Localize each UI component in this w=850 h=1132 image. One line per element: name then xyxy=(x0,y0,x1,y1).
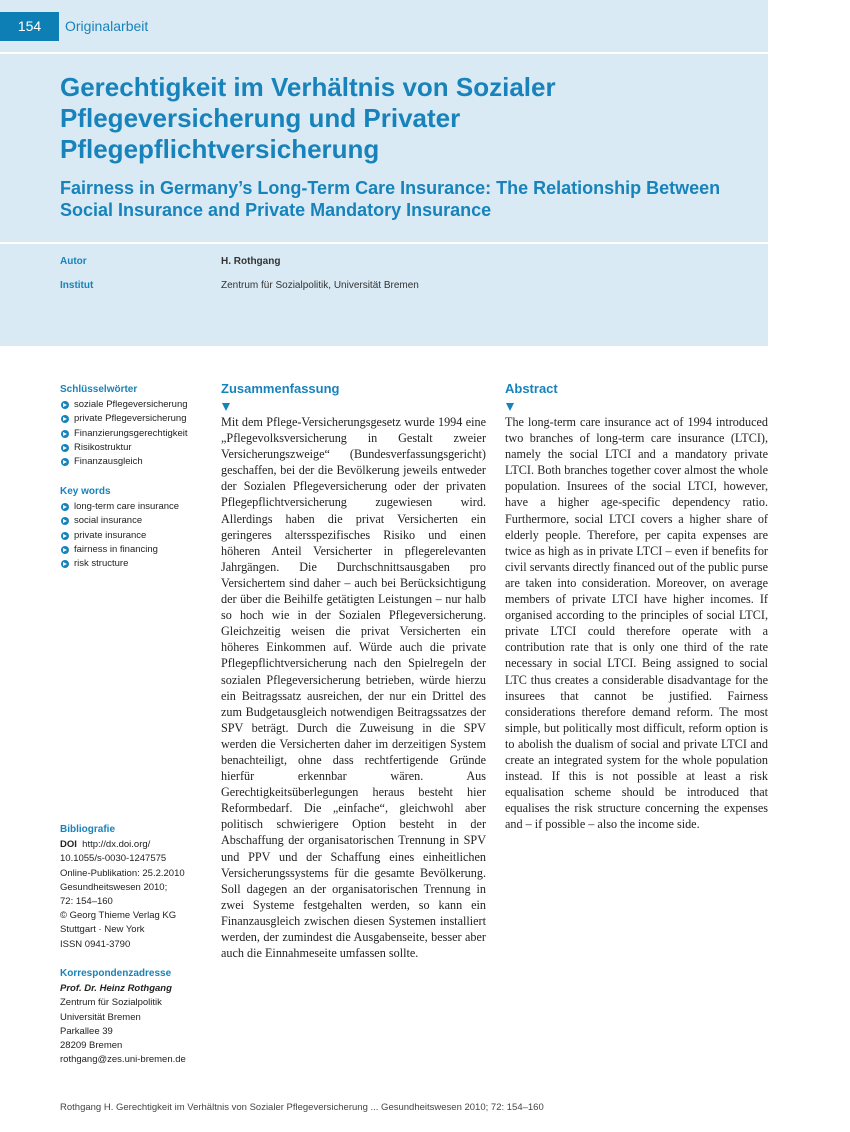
journal-issue: Gesundheitswesen 2010; xyxy=(60,881,168,893)
address-line: 28209 Bremen xyxy=(60,1040,123,1052)
page-number: 154 xyxy=(0,12,59,41)
bullet-arrow-icon xyxy=(61,401,69,409)
section-label: Originalarbeit xyxy=(65,18,149,34)
author-name: H. Rothgang xyxy=(221,256,281,267)
keywords-english xyxy=(60,485,205,571)
correspondence-heading: Korrespondenzadresse xyxy=(60,968,172,979)
abstract-heading: Abstract xyxy=(505,381,558,396)
keyword-item: private Pflegeversicherung xyxy=(60,412,205,426)
down-arrow-icon xyxy=(222,403,230,411)
bullet-arrow-icon xyxy=(61,546,69,554)
bullet-arrow-icon xyxy=(61,532,69,540)
article-title-english: Fairness in Germany’s Long-Term Care Insurance: The Relationship Between Social Insurance and Private Mandatory Insurance xyxy=(60,178,721,220)
keyword-item: risk structure xyxy=(60,557,205,571)
bullet-arrow-icon xyxy=(61,517,69,525)
doi-link[interactable]: http://dx.doi.org/ xyxy=(82,839,151,851)
issn: ISSN 0941-3790 xyxy=(60,938,131,950)
zusammenfassung-text: Mit dem Pflege-Versicherungsgesetz wurde 1994 eine „Pflegevolksversicherung in Gestalt zweier Versicherungszweige“ (Bundesverfassungsgericht) geschaffen, bei der die Bevölkerung jeweils entweder der Sozialen Pflegeversicherung oder der privaten Pflegepflichtversicherung zugewiesen wird. Allerdings haben die privat Versicherten ein geringeres altersspezifisches Risiko und einen höheren Anteil Versicherter in pflegerelevanten Jahrgängen. Die Durchschnittsausgaben pro Versichertem sind daher – auch bei Berücksichtigung der über die Beihilfe getätigten Leistungen – nur halb so hoch wie in der Sozialen Pflegeversicherung. Gleichzeitig weisen die privat Versicherten ein höheres Einkommen auf. Würde auch die private Pflegepflichtversicherung nach den Spielregeln der sozialen Pflegeversicherung betrieben, würde hierzu ein Beitragssatz ausreichen, der nur ein Drittel des zum Budgetausgleich notwendigen Beitragssatzes der SPV beträgt. Durch die Zuweisung in die SPV werden die Versicherten daher im derzeitigen System benachteiligt, ohne dass rechtfertigende Gründe hierfür erkennbar wären. Aus Gerechtigkeitsüberlegungen heraus besteht hier Reformbedarf. Die „einfache“, gleichwohl aber politisch schwierigere Option besteht in der Abschaffung der organisatorischen Trennung in SPV und PPV und der Schaffung eines einheitlichen Versicherungssystems für die gesamte Bevölkerung. Soll dagegen an der organisatorischen Trennung in zwei Systeme festgehalten werden, so kann ein Finanzausgleich zwischen diesen Systemen installiert werden, der zumindest die Ausgabenseite, besser aber auch die Einnahmeseite umfassen sollte. xyxy=(221,415,486,961)
address-line: Zentrum für Sozialpolitik xyxy=(60,997,162,1009)
keyword-item: Risikostruktur xyxy=(60,441,205,455)
keyword-item: fairness in financing xyxy=(60,543,205,557)
keyword-item: Finanzierungsgerechtigkeit xyxy=(60,427,205,441)
address-line: Parkallee 39 xyxy=(60,1025,113,1037)
bibliography xyxy=(60,823,205,952)
down-arrow-icon xyxy=(506,403,514,411)
bullet-arrow-icon xyxy=(61,430,69,438)
keyword-item: Finanzausgleich xyxy=(60,455,205,469)
keyword-item: social insurance xyxy=(60,514,205,528)
doi-line: DOI http://dx.doi.org/ xyxy=(60,839,151,851)
keywords-english-heading: Key words xyxy=(60,486,111,497)
address-line: Universität Bremen xyxy=(60,1011,141,1023)
institute-name: Zentrum für Sozialpolitik, Universität Bremen xyxy=(221,280,419,291)
bibliography-heading: Bibliografie xyxy=(60,824,116,835)
header-divider xyxy=(0,52,768,54)
keyword-item: private insurance xyxy=(60,529,205,543)
correspondence-name: Prof. Dr. Heinz Rothgang xyxy=(60,983,172,995)
article-title-german: Gerechtigkeit im Verhältnis von Sozialer Pflegeversicherung und Privater Pflegepflichtversicherung xyxy=(60,72,556,164)
abstract-text: The long-term care insurance act of 1994 introduced two branches of long-term care insurance (LTCI), namely the social LTCI and a mandatory private LTCI. Both branches together cover almost the whole population. Insurees of the social LTCI, however, have a higher age-specific dependency ratio. Furthermore, social LTCI covers a higher share of elderly people. Therefore, per capita expenses are twice as high as in private LTCI – even if benefits for civil servants directly financed out of the public purse are taken into consideration. Moreover, on average members of private LTCI have higher incomes. If organised according to the principles of social LTCI, private LTCI could therefore operate with a contribution rate that is only one third of the rate necessary in social LTCI. Being assigned to social LTC thus creates a considerable disadvantage for the insurees that cannot be justified. Fairness considerations therefore demand reform. The most simple, but politically most difficult, reform option is to abolish the dualism of social and private LTCI and create an integrated system for the whole population instead. If this is not possible at least a risk equalisation scheme should be introduced that equalises the risk structure concerning the expenses and – if possible – also the income side. xyxy=(505,415,768,832)
keyword-item: soziale Pflegeversicherung xyxy=(60,398,205,412)
running-header xyxy=(0,12,768,41)
doi-value: 10.1055/s-0030-1247575 xyxy=(60,853,167,865)
email-link[interactable]: rothgang@zes.uni-bremen.de xyxy=(60,1054,186,1066)
footer-citation: Rothgang H. Gerechtigkeit im Verhältnis von Sozialer Pflegeversicherung ... Gesundheitswesen 2010; 72: 154–160 xyxy=(60,1102,544,1113)
keyword-item: long-term care insurance xyxy=(60,500,205,514)
correspondence-address xyxy=(60,967,205,1067)
bullet-arrow-icon xyxy=(61,560,69,568)
author-label: Autor xyxy=(60,256,87,267)
keywords-german-heading: Schlüsselwörter xyxy=(60,384,138,395)
publisher-location: Stuttgart · New York xyxy=(60,924,145,936)
institute-label: Institut xyxy=(60,280,94,291)
publisher: © Georg Thieme Verlag KG xyxy=(60,910,177,922)
bullet-arrow-icon xyxy=(61,503,69,511)
zusammenfassung-heading: Zusammenfassung xyxy=(221,381,340,396)
journal-pages: 72: 154–160 xyxy=(60,896,113,908)
bullet-arrow-icon xyxy=(61,444,69,452)
online-publication: Online-Publikation: 25.2.2010 xyxy=(60,867,185,879)
meta-divider xyxy=(0,242,768,244)
keywords-german xyxy=(60,383,205,469)
bullet-arrow-icon xyxy=(61,415,69,423)
bullet-arrow-icon xyxy=(61,458,69,466)
